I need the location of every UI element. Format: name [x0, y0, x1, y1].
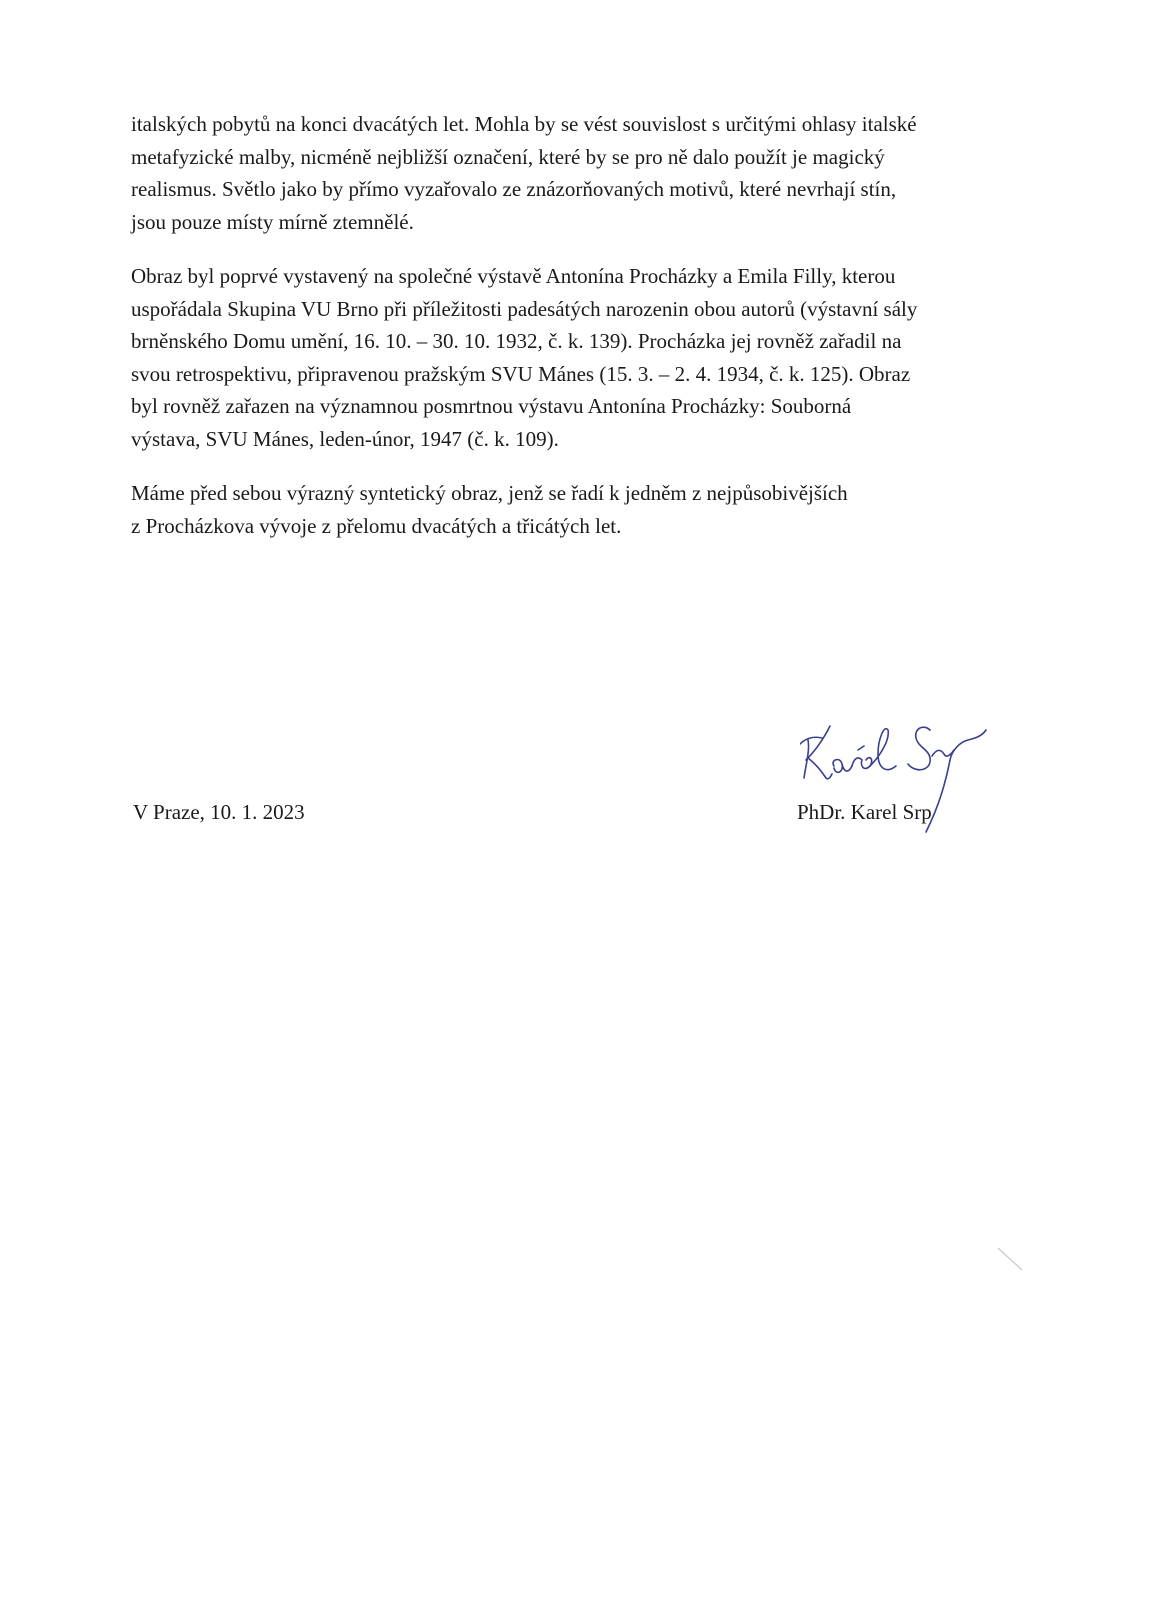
paragraph-3: [131, 477, 1051, 542]
text-line: italských pobytů na konci dvacátých let. Mohla by se vést souvislost s určitými ohlasy italské: [131, 112, 917, 136]
handwritten-signature: [800, 720, 1000, 860]
text-line: brněnského Domu umění, 16. 10. – 30. 10. 1932, č. k. 139). Procházka jej rovněž zařadil na: [131, 329, 902, 353]
paragraph-1: [131, 108, 1051, 238]
document-body: [131, 108, 1051, 564]
text-line: z Procházkova vývoje z přelomu dvacátých a třicátých let.: [131, 513, 622, 538]
text-line: Obraz byl poprvé vystavený na společné výstavě Antonína Procházky a Emila Filly, kterou: [131, 264, 896, 288]
text-line: svou retrospektivu, připravenou pražským SVU Mánes (15. 3. – 2. 4. 1934, č. k. 125). Obraz: [131, 361, 911, 386]
author-name: PhDr. Karel Srp: [797, 800, 932, 824]
text-line: výstava, SVU Mánes, leden-únor, 1947 (č. k. 109).: [131, 426, 559, 451]
text-line: metafyzické malby, nicméně nejbližší označení, které by se pro ně dalo použít je magický: [131, 144, 885, 169]
paragraph-2: [131, 260, 1051, 455]
text-line: Máme před sebou výrazný syntetický obraz, jenž se řadí k jedněm z nejpůsobivějších: [131, 481, 848, 505]
text-line: realismus. Světlo jako by přímo vyzařovalo ze znázorňovaných motivů, které nevrhají stín,: [131, 177, 897, 201]
text-line: jsou pouze místy mírně ztemnělé.: [131, 209, 414, 234]
text-line: byl rovněž zařazen na významnou posmrtnou výstavu Antonína Procházky: Souborná: [131, 394, 852, 418]
place-and-date: V Praze, 10. 1. 2023: [133, 800, 305, 824]
scan-artifact-stroke: [996, 1246, 1026, 1276]
text-line: uspořádala Skupina VU Brno při příležitosti padesátých narozenin obou autorů (výstavní sály: [131, 296, 918, 321]
